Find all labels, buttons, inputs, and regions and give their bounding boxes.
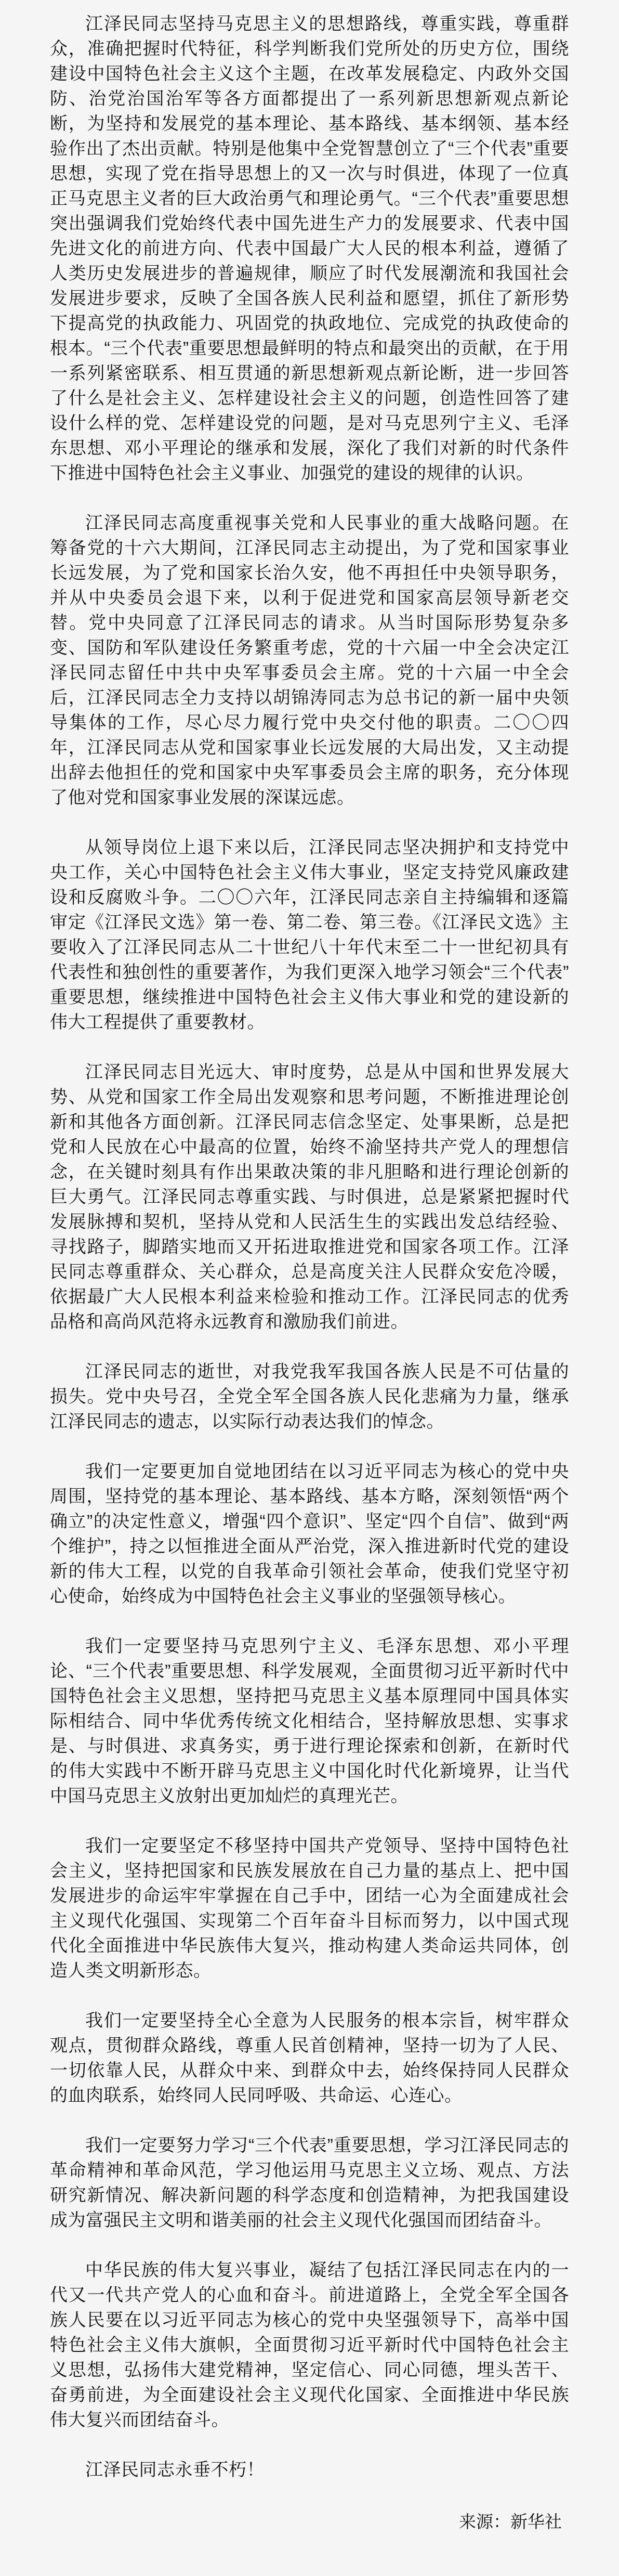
paragraph: 我们一定要努力学习“三个代表”重要思想，学习江泽民同志的革命精神和革命风范，学习他运用马克思主义立场、观点、方法研究新情况、解决新问题的科学态度和创造精神，为把我国建设成为富强民主文明和谐美丽的社会主义现代化强国而团结奋斗。 <box>50 2136 569 2230</box>
paragraph: 我们一定要坚定不移坚持中国共产党领导、坚持中国特色社会主义，坚持把国家和民族发展放在自己力量的基点上、把中国发展进步的命运牢牢掌握在自己手中，团结一心为全面建成社会主义现代化强国、实现第二个百年奋斗目标而努力，以中国式现代化全面推进中华民族伟大复兴，推动构建人类命运共同体，创造人类文明新形态。 <box>50 1836 569 1981</box>
source-attribution: 来源：新华社 <box>459 2512 562 2531</box>
paragraph: 中华民族的伟大复兴事业，凝结了包括江泽民同志在内的一代又一代共产党人的心血和奋斗。前进道路上，全党全军全国各族人民要在以习近平同志为核心的党中央坚强领导下，高举中国特色社会主义伟大旗帜，全面贯彻习近平新时代中国特色社会主义思想，弘扬伟大建党精神，坚定信心、同心同德，埋头苦干、奋勇前进，为全面建设社会主义现代化国家、全面推进中华民族伟大复兴而团结奋斗。 <box>50 2260 569 2430</box>
paragraph: 我们一定要坚持全心全意为人民服务的根本宗旨，树牢群众观点，贯彻群众路线，尊重人民首创精神，坚持一切为了人民、一切依靠人民，从群众中来、到群众中去，始终保持同人民群众的血肉联系，始终同人民同呼吸、共命运、心连心。 <box>50 2011 569 2105</box>
paragraph: 我们一定要坚持马克思列宁主义、毛泽东思想、邓小平理论、“三个代表”重要思想、科学发展观，全面贯彻习近平新时代中国特色社会主义思想，坚持把马克思主义基本原理同中国具体实际相结合、同中华优秀传统文化相结合，坚持解放思想、实事求是、与时俱进、求真务实，勇于进行理论探索和创新，在新时代的伟大实践中不断开辟马克思主义中国化时代化新境界，让当代中国马克思主义放射出更加灿烂的真理光芒。 <box>50 1636 569 1806</box>
article-body <box>50 11 569 2482</box>
paragraph: 江泽民同志永垂不朽！ <box>85 2460 265 2480</box>
paragraph: 江泽民同志坚持马克思主义的思想路线，尊重实践，尊重群众，准确把握时代特征，科学判断我们党所处的历史方位，围绕建设中国特色社会主义这个主题，在改革发展稳定、内政外交国防、治党治国治军等各方面都提出了一系列新思想新观点新论断，为坚持和发展党的基本理论、基本路线、基本纲领、基本经验作出了杰出贡献。特别是他集中全党智慧创立了“三个代表”重要思想，实现了党在指导思想上的又一次与时俱进，体现了一位真正马克思主义者的巨大政治勇气和理论勇气。“三个代表”重要思想突出强调我们党始终代表中国先进生产力的发展要求、代表中国先进文化的前进方向、代表中国最广大人民的根本利益，遵循了人类历史发展进步的普遍规律，顺应了时代发展潮流和我国社会发展进步要求，反映了全国各族人民利益和愿望，抓住了新形势下提高党的执政能力、巩固党的执政地位、完成党的执政使命的根本。“三个代表”重要思想最鲜明的特点和最突出的贡献，在于用一系列紧密联系、相互贯通的新思想新观点新论断，进一步回答了什么是社会主义、怎样建设社会主义的问题，创造性回答了建设什么样的党、怎样建设党的问题，是对马克思列宁主义、毛泽东思想、邓小平理论的继承和发展，深化了我们对新的时代条件下推进中国特色社会主义事业、加强党的建设的规律的认识。 <box>50 14 569 483</box>
paragraph: 江泽民同志目光远大、审时度势，总是从中国和世界发展大势、从党和国家工作全局出发观察和思考问题，不断推进理论创新和其他各方面创新。江泽民同志信念坚定、处事果断，总是把党和人民放在心中最高的位置，始终不渝坚持共产党人的理想信念，在关键时刻具有作出果敢决策的非凡胆略和进行理论创新的巨大勇气。江泽民同志尊重实践、与时俱进，总是紧紧把握时代发展脉搏和契机，坚持从党和人民活生生的实践出发总结经验、寻找路子，脚踏实地而又开拓进取推进党和国家各项工作。江泽民同志尊重群众、关心群众，总是高度关注人民群众安危冷暖，依据最广大人民根本利益来检验和推动工作。江泽民同志的优秀品格和高尚风范将永远教育和激励我们前进。 <box>50 1062 569 1332</box>
paragraph: 我们一定要更加自觉地团结在以习近平同志为核心的党中央周围，坚持党的基本理论、基本路线、基本方略，深刻领悟“两个确立”的决定性意义，增强“四个意识”、坚定“四个自信”、做到“两个维护”，持之以恒推进全面从严治党，深入推进新时代党的建设新的伟大工程，以党的自我革命引领社会革命，使我们党坚守初心使命，始终成为中国特色社会主义事业的坚强领导核心。 <box>50 1462 569 1606</box>
paragraph: 从领导岗位上退下来以后，江泽民同志坚决拥护和支持党中央工作，关心中国特色社会主义伟大事业，坚定支持党风廉政建设和反腐败斗争。二〇〇六年，江泽民同志亲自主持编辑和逐篇审定《江泽民文选》第一卷、第二卷、第三卷。《江泽民文选》主要收入了江泽民同志从二十世纪八十年代末至二十一世纪初具有代表性和独创性的重要著作，为我们更深入地学习领会“三个代表”重要思想，继续推进中国特色社会主义伟大事业和党的建设新的伟大工程提供了重要教材。 <box>50 838 569 1032</box>
paragraph: 江泽民同志高度重视事关党和人民事业的重大战略问题。在筹备党的十六大期间，江泽民同志主动提出，为了党和国家事业长远发展，为了党和国家长治久安，他不再担任中央领导职务，并从中央委员会退下来，以利于促进党和国家高层领导新老交替。党中央同意了江泽民同志的请求。从当时国际形势复杂多变、国防和军队建设任务繁重考虑，党的十六届一中全会决定江泽民同志留任中共中央军事委员会主席。党的十六届一中全会后，江泽民同志全力支持以胡锦涛同志为总书记的新一届中央领导集体的工作，尽心尽力履行党中央交付他的职责。二〇〇四年，江泽民同志从党和国家事业长远发展的大局出发，又主动提出辞去他担任的党和国家中央军事委员会主席的职务，充分体现了他对党和国家事业发展的深谋远虑。 <box>50 513 569 808</box>
paragraph: 江泽民同志的逝世，对我党我军我国各族人民是不可估量的损失。党中央号召，全党全军全国各族人民化悲痛为力量，继承江泽民同志的遗志，以实际行动表达我们的悼念。 <box>50 1362 569 1432</box>
